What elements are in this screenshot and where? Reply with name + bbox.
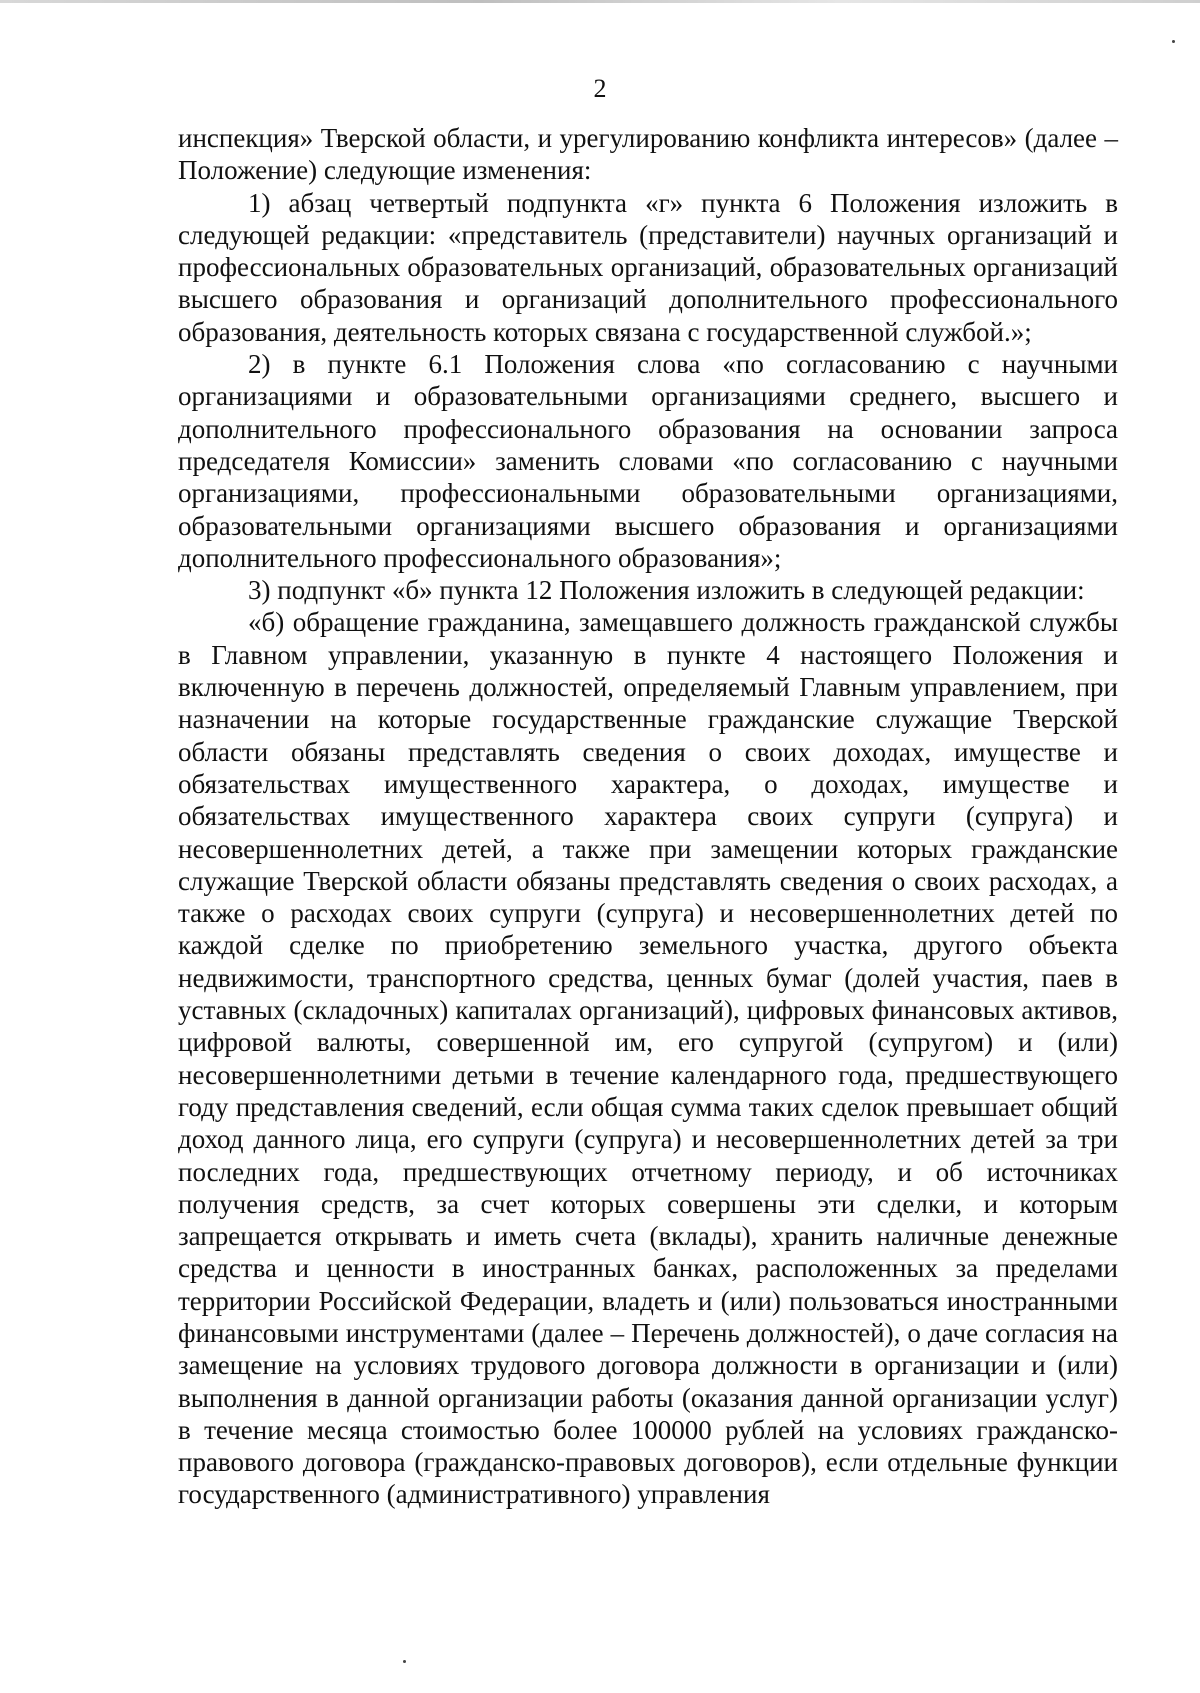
paragraph-item-1: 1) абзац четвертый подпункта «г» пункта 6 Положения изложить в следующей редакции: «представитель (представители) научных организаций и профессиональных образовательных организаций, образовательных организаций высшего образования и организаций дополнительного профессионального образования, деятельность которых связана с государственной службой.»;	[178, 187, 1118, 347]
paragraph-item-2: 2) в пункте 6.1 Положения слова «по согласованию с научными организациями и образовательными организациями среднего, высшего и дополнительного профессионального образования на основании запроса председателя Комиссии» заменить словами «по согласованию с научными организациями, профессиональными образовательными организациями, образовательными организациями высшего образования и организациями дополнительного профессионального образования»;	[178, 349, 1118, 573]
paragraph-quoted-subitem-b: «б) обращение гражданина, замещавшего должность гражданской службы в Главном управлении, указанную в пункте 4 настоящего Положения и включенную в перечень должностей, определяемый Главным управлением, при назначении на которые государственные гражданские служащие Тверской области обязаны представлять сведения о своих доходах, имуществе и обязательствах имущественного характера, о доходах, имуществе и обязательствах имущественного характера своих супруги (супруга) и несовершеннолетних детей, а также при замещении которых гражданские служащие Тверской области обязаны представлять сведения о своих расходах, а также о расходах своих супруги (супруга) и несовершеннолетних детей по каждой сделке по приобретению земельного участка, другого объекта недвижимости, транспортного средства, ценных бумаг (долей участия, паев в уставных (складочных) капиталах организаций), цифровых финансовых активов, цифровой валюты, совершенной им, его супругой (супругом) и (или) несовершеннолетними детьми в течение календарного года, предшествующего году представления сведений, если общая сумма таких сделок превышает общий доход данного лица, его супруги (супруга) и несовершеннолетних детей за три последних года, предшествующих отчетному периоду, и об источниках получения средств, за счет которых совершены эти сделки, и которым запрещается открывать и иметь счета (вклады), хранить наличные денежные средства и ценности в иностранных банках, расположенных за пределами территории Российской Федерации, владеть и (или) пользоваться иностранными финансовыми инструментами (далее – Перечень должностей), о даче согласия на замещение на условиях трудового договора должности в организации и (или) выполнения в данной организации работы (оказания данной организации услуг) в течение месяца стоимостью более 100000 рублей на условиях гражданско-правового договора (гражданско-правовых договоров), если отдельные функции государственного (административного) управления	[178, 607, 1118, 1510]
scan-top-edge	[0, 0, 1200, 3]
scan-speck	[403, 1660, 406, 1663]
paragraph-continuation: инспекция» Тверской области, и урегулированию конфликта интересов» (далее – Положение) следующие изменения:	[178, 123, 1118, 186]
page-number: 2	[593, 74, 607, 103]
document-body	[178, 122, 1118, 1511]
paragraph-item-3: 3) подпункт «б» пункта 12 Положения изложить в следующей редакции:	[248, 575, 1085, 606]
scan-speck	[1172, 40, 1175, 43]
